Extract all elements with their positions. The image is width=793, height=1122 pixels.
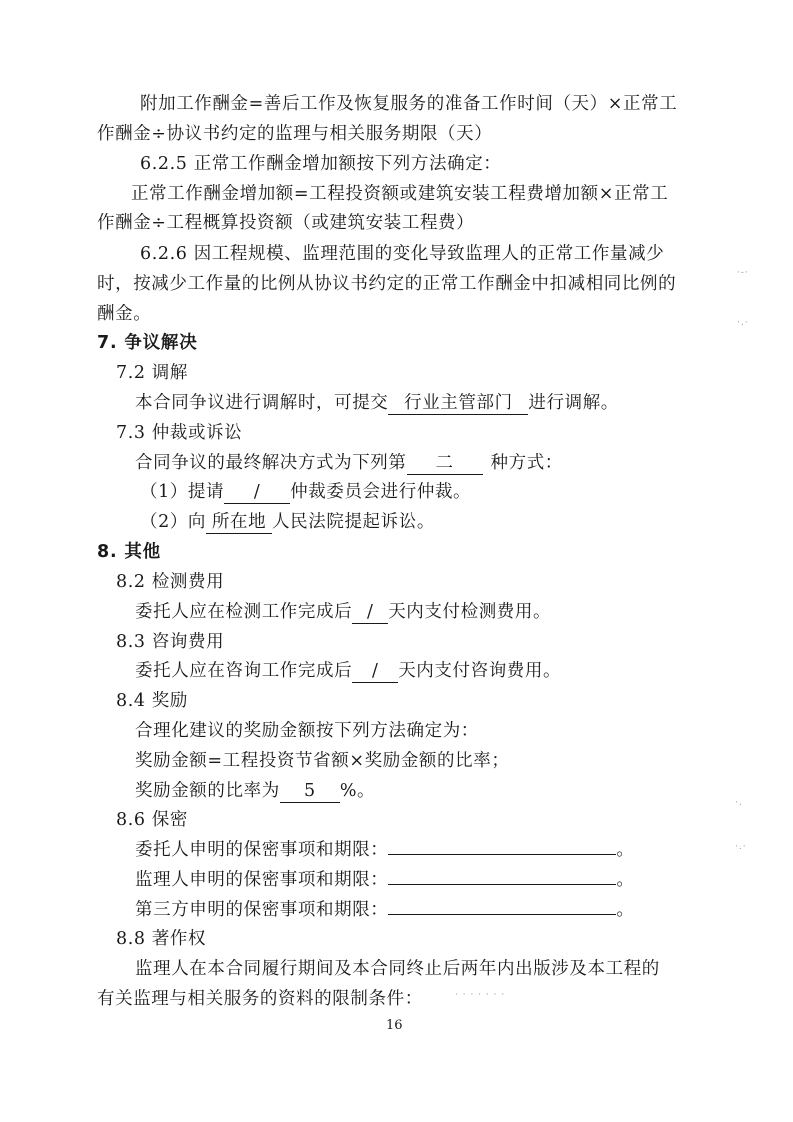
text-fragment: %。: [339, 781, 376, 801]
text-fragment: 本合同争议进行调解时，可提交: [135, 393, 389, 413]
text-fragment: 委托人应在检测工作完成后: [135, 602, 353, 622]
page-number: 16: [386, 1018, 403, 1033]
filled-field: /: [352, 602, 388, 624]
confidentiality-third-party: [135, 898, 635, 922]
text-line: 作酬金÷协议书约定的监理与相关服务期限（天）: [97, 124, 493, 144]
blank-field: [388, 838, 616, 855]
text-fragment: 天内支付检测费用。: [388, 602, 552, 622]
subsection-8-4: 8.4 奖励: [116, 691, 188, 711]
text-fragment: 仲裁委员会进行仲裁。: [290, 482, 472, 502]
filled-field: 5: [280, 781, 340, 803]
filled-field: /: [352, 661, 398, 683]
subsection-7-2: 7.2 调解: [116, 363, 188, 383]
text-line: 奖励金额=工程投资节省额×奖励金额的比率；: [135, 751, 510, 771]
confidentiality-client: [135, 838, 635, 862]
filled-field: /: [224, 482, 290, 504]
section-heading-8: 8. 其他: [97, 542, 161, 562]
clause-6-2-5: 6.2.5 正常工作酬金增加额按下列方法确定：: [140, 154, 502, 174]
clause-6-2-6: 6.2.6 因工程规模、监理范围的变化导致监理人的正常工作量减少: [140, 244, 665, 264]
text-line: 合理化建议的奖励金额按下列方法确定为：: [135, 721, 479, 741]
text-line: 监理人在本合同履行期间及本合同终止后两年内出版涉及本工程的: [135, 959, 660, 979]
text-fragment: 种方式：: [490, 453, 563, 473]
text-fragment: 奖励金额的比率为: [135, 781, 280, 801]
subsection-8-6: 8.6 保密: [116, 810, 188, 830]
reward-rate-line: [135, 779, 375, 803]
text-fragment: 。: [616, 840, 635, 860]
text-fragment: 合同争议的最终解决方式为下列第: [135, 453, 407, 473]
scan-speck: ·-·: [737, 268, 749, 278]
subsection-8-2: 8.2 检测费用: [116, 572, 225, 592]
text-fragment: 人民法院提起诉讼。: [272, 512, 435, 532]
text-fragment: 委托人申明的保密事项和期限：: [135, 840, 389, 860]
filled-field: 所在地: [206, 512, 272, 534]
scan-speck: ·.·: [737, 318, 749, 328]
filled-field: 行业主管部门: [388, 393, 528, 415]
text-fragment: 委托人应在咨询工作完成后: [135, 661, 353, 681]
text-fragment: 天内支付咨询费用。: [398, 661, 562, 681]
text-fragment: 。: [616, 900, 635, 920]
arbitration-line: [140, 480, 471, 504]
text-line: 作酬金÷工程概算投资额（或建筑安装工程费）: [97, 213, 475, 233]
resolution-line: [135, 451, 563, 475]
subsection-7-3: 7.3 仲裁或诉讼: [116, 423, 243, 443]
scan-speck: · · · · · · ·: [455, 990, 506, 1000]
subsection-8-3: 8.3 咨询费用: [116, 632, 225, 652]
text-fragment: 。: [616, 870, 635, 890]
testing-fee-line: [135, 600, 551, 624]
scan-speck: ·.·: [735, 842, 747, 852]
mediation-line: [135, 391, 619, 415]
text-fragment: （1）提请: [140, 482, 225, 502]
blank-field: [388, 898, 616, 915]
text-line: 酬金。: [97, 304, 152, 324]
section-heading-7: 7. 争议解决: [97, 333, 198, 353]
consulting-fee-line: [135, 659, 561, 683]
text-fragment: 进行调解。: [528, 393, 619, 413]
text-fragment: （2）向: [140, 512, 207, 532]
text-fragment: 第三方申明的保密事项和期限：: [135, 900, 389, 920]
scan-speck: ·.: [735, 798, 743, 808]
litigation-line: [140, 510, 435, 534]
filled-field: 二: [407, 453, 483, 475]
text-fragment: 监理人申明的保密事项和期限：: [135, 870, 389, 890]
text-line: 时，按减少工作量的比例从协议书约定的正常工作酬金中扣减相同比例的: [97, 274, 677, 294]
text-line: 附加工作酬金=善后工作及恢复服务的准备工作时间（天）×正常工: [140, 94, 678, 114]
blank-field: [388, 868, 616, 885]
text-line: 有关监理与相关服务的资料的限制条件：: [97, 989, 423, 1009]
text-line: 正常工作酬金增加额=工程投资额或建筑安装工程费增加额×正常工: [131, 184, 669, 204]
subsection-8-8: 8.8 著作权: [116, 929, 207, 949]
confidentiality-supervisor: [135, 868, 635, 892]
